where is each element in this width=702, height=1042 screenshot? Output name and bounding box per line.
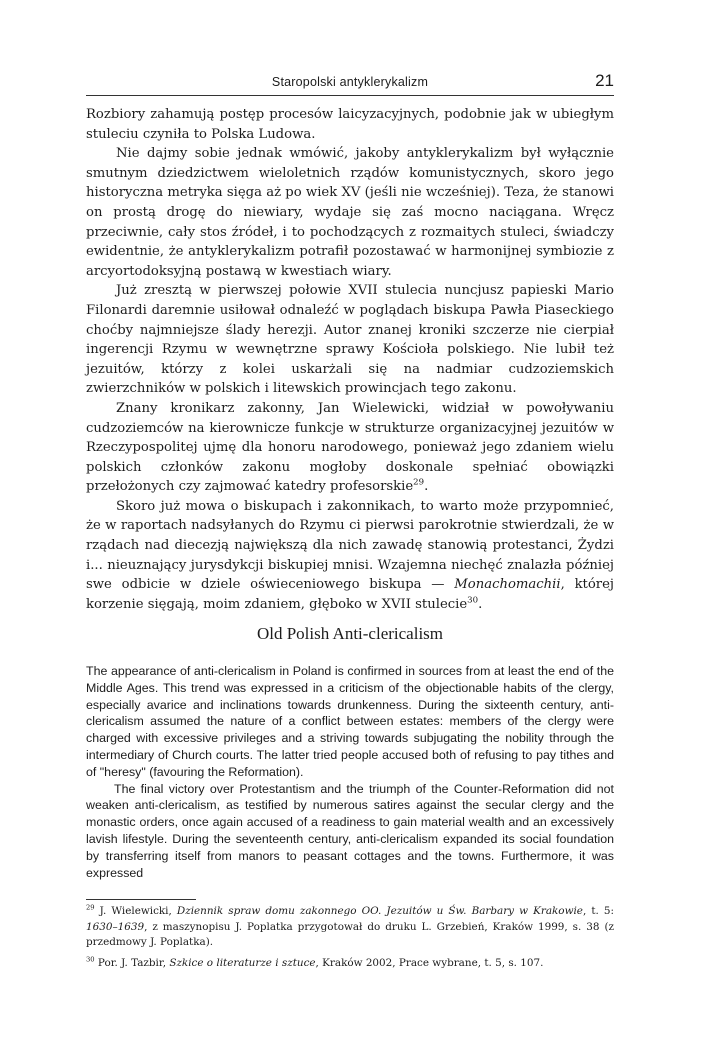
- footnotes: [86, 904, 614, 976]
- footnote-29-text-3: , z maszynopisu J. Poplatka przygotował do druku L. Grzebień, Kraków 1999, s. 38 (z przedmowy J. Poplatka).: [86, 920, 614, 949]
- paragraph-4: [86, 399, 614, 497]
- running-head: [86, 70, 614, 92]
- summary-paragraph-2: The final victory over Protestantism and the triumph of the Counter-Reformation did not weaken anti-clericalism, as testified by numerous satires against the secular clergy and the monastic orders, once again accused of a readiness to gain material wealth and an excessively lavish lifestyle. During the seventeenth century, anti-clericalism expanded its social foundation by transferring itself from manors to peasant cottages and the towns. Furthermore, it was expressed: [86, 781, 614, 880]
- paragraph-5-text: Skoro już mowa o biskupach i zakonnikach, to warto może przypomnieć, że w raportach nadsyłanych do Rzymu ci pierwsi parokrotnie stwierdzali, że w rządach nad diecezją największą dla nich zawadę stanowią protestanci, Żydzi i... nieuznający jurysdykcji biskupiej mnisi. Wzajemna niechęć znalazła później swe odbicie w dziele oświeceniowego biskupa —: [86, 498, 614, 593]
- footnote-30-text: Por. J. Tazbir,: [94, 956, 170, 969]
- paragraph-4-text: Znany kronikarz zakonny, Jan Wielewicki, widział w powoływaniu cudzoziemców na kierownicze funkcje w strukturze organizacyjnej jezuitów w Rzeczypospolitej ujmę dla honoru narodowego, ponieważ jego zdaniem wielu polskich członków zakonu mogłoby doskonale spełniać obowiązki przełożonych czy zajmować katedry profesorskie: [86, 400, 614, 495]
- footnote-29-text: J. Wielewicki,: [94, 905, 177, 917]
- paragraph-5: [86, 497, 614, 615]
- paragraph-5-text-cont: , której korzenie sięgają, moim zdaniem, głęboko w XVII stulecie: [86, 577, 614, 612]
- polish-body-text: [86, 105, 614, 614]
- paragraph-5-italic-title: Monachomachii: [454, 577, 561, 593]
- footnote-rule: [86, 899, 196, 900]
- paragraph-3: Już zresztą w pierwszej połowie XVII stulecia nuncjusz papieski Mario Filonardi daremnie usiłował odnaleźć w poglądach biskupa Pawła Piaseckiego choćby najmniejsze ślady herezji. Autor znanej kroniki szczerze nie cierpiał ingerencji Rzymu w wewnętrzne sprawy Kościoła polskiego. Nie lubił też jezuitów, którzy z kolei uskarżali się na nadmiar cudzoziemskich zwierzchników w polskich i litewskich prowincjach tego zakonu.: [86, 283, 614, 397]
- footnote-29-italic-years: 1630–1639: [86, 920, 145, 933]
- paragraph-2: Nie dajmy sobie jednak wmówić, jakoby antyklerykalizm był wyłącznie smutnym dziedzictwem wieloletnich rządów komunistycznych, skoro jego historyczna metryka sięga aż po wiek XV (jeśli nie wcześniej). Teza, że stanowi on prostą drogę do niewiary, wydaje się zaś mocno naciągana. Wręcz przeciwnie, cały stos źródeł, i to pochodzących z rozmaitych stuleci, świadczy ewidentnie, że antyklerykalizm potrafił pozostawać w harmonijnej symbiozie z arcyortodoksyjną postawą w kwestiach wiary.: [86, 146, 614, 279]
- paragraph-5-end: .: [478, 596, 483, 612]
- footnote-30-text-2: , Kraków 2002, Prace wybrane, t. 5, s. 107.: [315, 956, 544, 969]
- summary-paragraph-1: The appearance of anti-clericalism in Poland is confirmed in sources from at least the end of the Middle Ages. This trend was expressed in a criticism of the objectionable habits of the clergy, especially avarice and inclinations towards drunkenness. During the sixteenth century, anti-clericalism assumed the nature of a conflict between estates: members of the clergy were charged with excessive privileges and a striving towards subjugating the nobility through the intermediary of Church courts. The latter tried people accused both of refusing to pay tithes and of "heresy" (favouring the Reformation).: [86, 664, 614, 779]
- footnote-30: [86, 956, 614, 972]
- footnote-30-marker: 30: [86, 955, 95, 964]
- footnote-ref-30[interactable]: 30: [467, 595, 479, 606]
- header-rule: [86, 95, 614, 96]
- running-title: Staropolski antyklerykalizm: [271, 75, 429, 89]
- footnote-29: [86, 904, 614, 951]
- footnote-29-text-2: , t. 5:: [582, 905, 614, 917]
- english-summary-text: [86, 663, 614, 881]
- paragraph-1: Rozbiory zahamują postęp procesów laicyzacyjnych, podobnie jak w ubiegłym stuleciu czyniła to Polska Ludowa.: [86, 107, 614, 142]
- paragraph-4-end: .: [424, 479, 429, 495]
- footnote-29-marker: 29: [86, 903, 95, 912]
- footnote-30-italic-title: Szkice o literaturze i sztuce: [169, 956, 316, 969]
- footnote-ref-29[interactable]: 29: [413, 477, 425, 488]
- footnote-29-italic-title: Dziennik spraw domu zakonnego OO. Jezuitów u Św. Barbary w Krakowie: [176, 905, 583, 917]
- summary-title: Old Polish Anti-clericalism: [256, 624, 444, 643]
- page-number: 21: [595, 71, 614, 90]
